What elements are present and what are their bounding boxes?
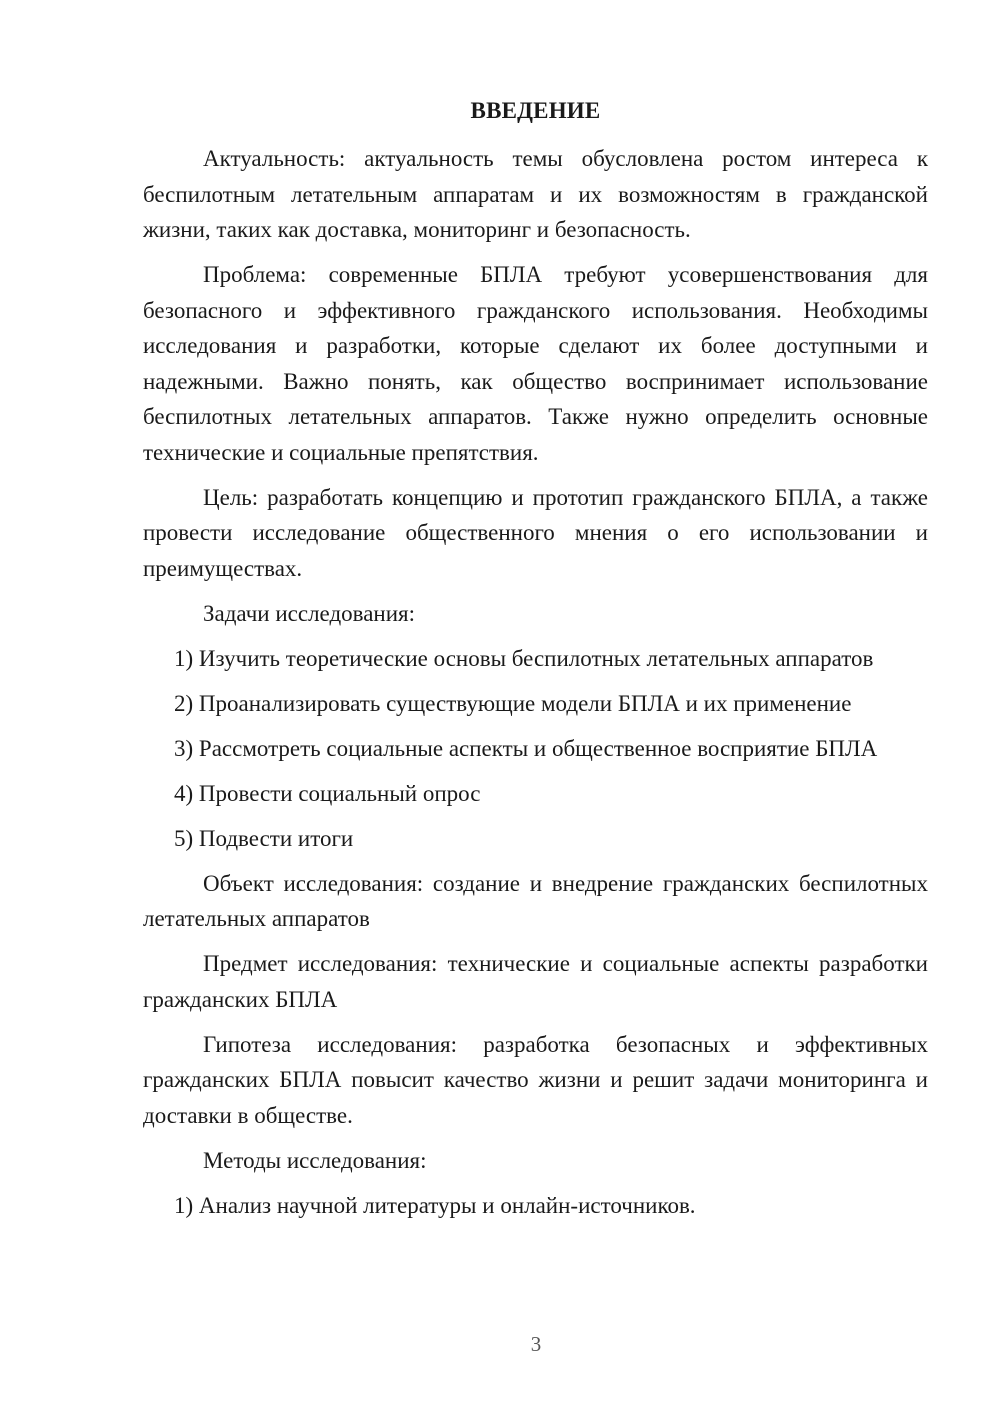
paragraph-problem: Проблема: современные БПЛА требуют усовершенствования для безопасного и эффективного гражданского использования. Необходимы исследования и разработки, которые сделают их более доступными и надежными. Важно понять, как общество воспринимает использование беспилотных летательных аппаратов. Также нужно определить основные технические и социальные препятствия. xyxy=(143,262,928,465)
method-item-1: 1) Анализ научной литературы и онлайн-источников. xyxy=(174,1192,696,1218)
page-number xyxy=(0,1332,1000,1357)
task-item-5: 5) Подвести итоги xyxy=(174,825,354,851)
task-item-2: 2) Проанализировать существующие модели БПЛА и их применение xyxy=(174,690,852,716)
task-item-1: 1) Изучить теоретические основы беспилотных летательных аппаратов xyxy=(174,645,874,671)
paragraph-object: Объект исследования: создание и внедрение гражданских беспилотных летательных аппаратов xyxy=(143,870,928,931)
page-number-text: 3 xyxy=(530,1332,542,1356)
page-content xyxy=(143,96,928,1233)
tasks-title: Задачи исследования: xyxy=(203,600,416,626)
paragraph-subject: Предмет исследования: технические и социальные аспекты разработки гражданских БПЛА xyxy=(143,951,928,1012)
methods-title: Методы исследования: xyxy=(203,1147,427,1173)
paragraph-hypothesis: Гипотеза исследования: разработка безопасных и эффективных гражданских БПЛА повысит качество жизни и решит задачи мониторинга и доставки в обществе. xyxy=(143,1031,928,1128)
paragraph-goal: Цель: разработать концепцию и прототип гражданского БПЛА, а также провести исследование общественного мнения о его использовании и преимуществах. xyxy=(143,484,928,581)
paragraph-relevance: Актуальность: актуальность темы обусловлена ростом интереса к беспилотным летательным аппаратам и их возможностям в гражданской жизни, таких как доставка, мониторинг и безопасность. xyxy=(143,146,928,242)
task-item-3: 3) Рассмотреть социальные аспекты и общественное восприятие БПЛА xyxy=(174,735,878,761)
section-heading: ВВЕДЕНИЕ xyxy=(470,98,601,123)
task-item-4: 4) Провести социальный опрос xyxy=(174,780,481,806)
